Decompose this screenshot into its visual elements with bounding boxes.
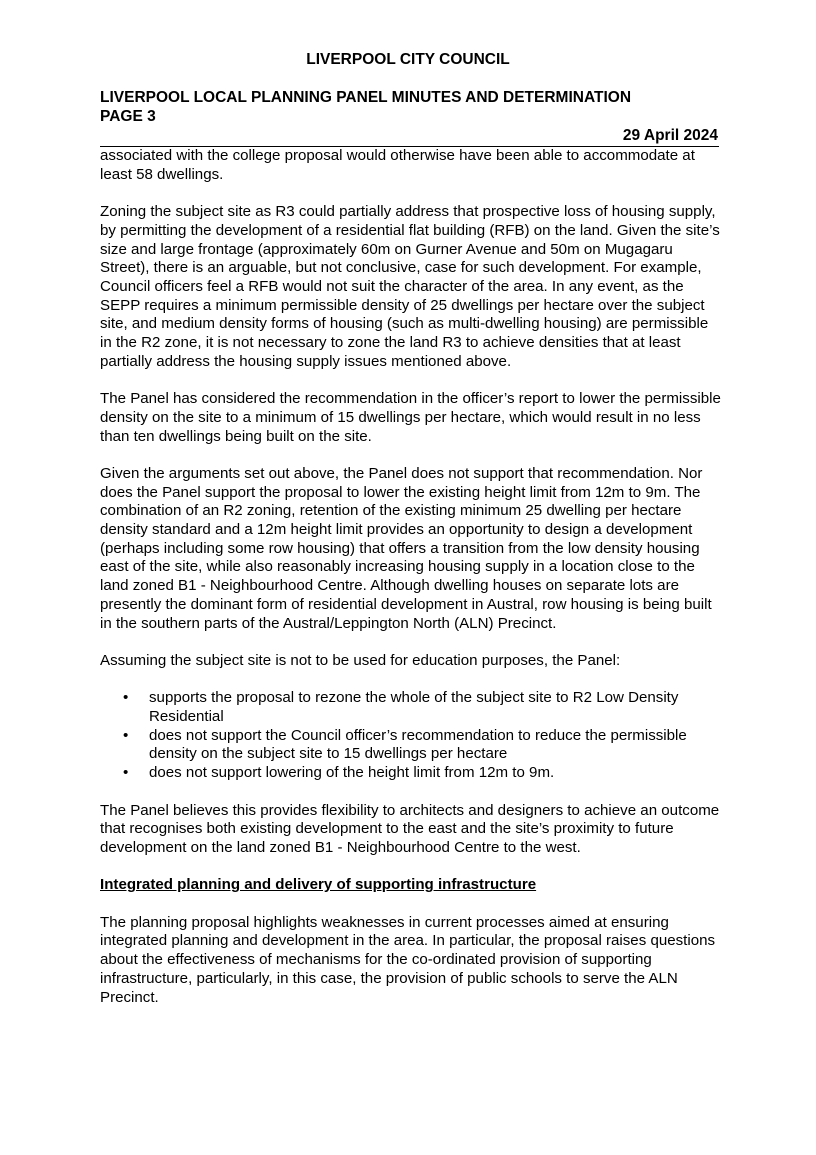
document-date: 29 April 2024 (622, 127, 718, 144)
list-item (123, 689, 722, 726)
panel-title (100, 88, 720, 126)
list-item (123, 764, 722, 783)
list-item (123, 726, 722, 764)
list-item-text: does not support lowering of the height limit from 12m to 9m. (149, 764, 555, 782)
section-heading: Integrated planning and delivery of supporting infrastructure (100, 876, 537, 894)
list-item-text: supports the proposal to rezone the whole of the subject site to R2 Low Density Residential (149, 689, 679, 726)
paragraph: Assuming the subject site is not to be used for education purposes, the Panel: (100, 651, 621, 669)
bullet-icon: • (123, 726, 129, 744)
bullet-icon: • (123, 689, 129, 707)
paragraph: The Panel has considered the recommendation in the officer’s report to lower the permissible density on the site to a minimum of 15 dwellings per hectare, which would result in no less than ten dwellings being built on the site. (100, 390, 721, 445)
paragraph: Given the arguments set out above, the Panel does not support that recommendation. Nor does the Panel support the proposal to lower the existing height limit from 12m to 9m. The combination of an R2 zoning, retention of the existing minimum 25 dwelling per hectare density standard and a 12m height limit provides an opportunity to design a development (perhaps including some row housing) that offers a transition from the low density housing east of the site, while also reasonably increasing housing supply in a location close to the land zoned B1 - Neighbourhood Centre. Although dwelling houses on separate lots are presently the dominant form of residential development in Austral, row housing is being built in the southern parts of the Austral/Leppington North (ALN) Precinct. (100, 464, 712, 632)
paragraph: The planning proposal highlights weaknesses in current processes aimed at ensuring integrated planning and development in the area. In particular, the proposal raises questions about the effectiveness of mechanisms for the co-ordinated provision of supporting infrastructure, particularly, in this case, the provision of public schools to serve the ALN Precinct. (100, 913, 716, 1006)
paragraph: Zoning the subject site as R3 could partially address that prospective loss of housing supply, by permitting the development of a residential flat building (RFB) on the land. Given the site’s size and large frontage (approximately 60m on Gurner Avenue and 50m on Mugagaru Street), there is an arguable, but not conclusive, case for such development. For example, Council officers feel a RFB would not suit the character of the area. In any event, as the SEPP requires a minimum permissible density of 25 dwellings per hectare over the subject site, and medium density forms of housing (such as multi-dwelling housing) are permissible in the R2 zone, it is not necessary to zone the land R3 to achieve densities that at least partially address the housing supply issues mentioned above. (100, 203, 720, 370)
council-name: LIVERPOOL CITY COUNCIL (306, 51, 510, 68)
bullet-icon: • (123, 764, 129, 782)
panel-title-line: LIVERPOOL LOCAL PLANNING PANEL MINUTES AND DETERMINATION (100, 89, 632, 106)
paragraph: associated with the college proposal would otherwise have been able to accommodate at least 58 dwellings. (100, 147, 695, 183)
list-item-text: does not support the Council officer’s recommendation to reduce the permissible density on the subject site to 15 dwellings per hectare (149, 726, 687, 763)
document-body (100, 147, 722, 1026)
page-number: PAGE 3 (100, 108, 156, 125)
paragraph: The Panel believes this provides flexibility to architects and designers to achieve an outcome that recognises both existing development to the east and the site’s proximity to future development on the land zoned B1 - Neighbourhood Centre to the west. (100, 801, 720, 856)
bullet-list (100, 689, 722, 783)
